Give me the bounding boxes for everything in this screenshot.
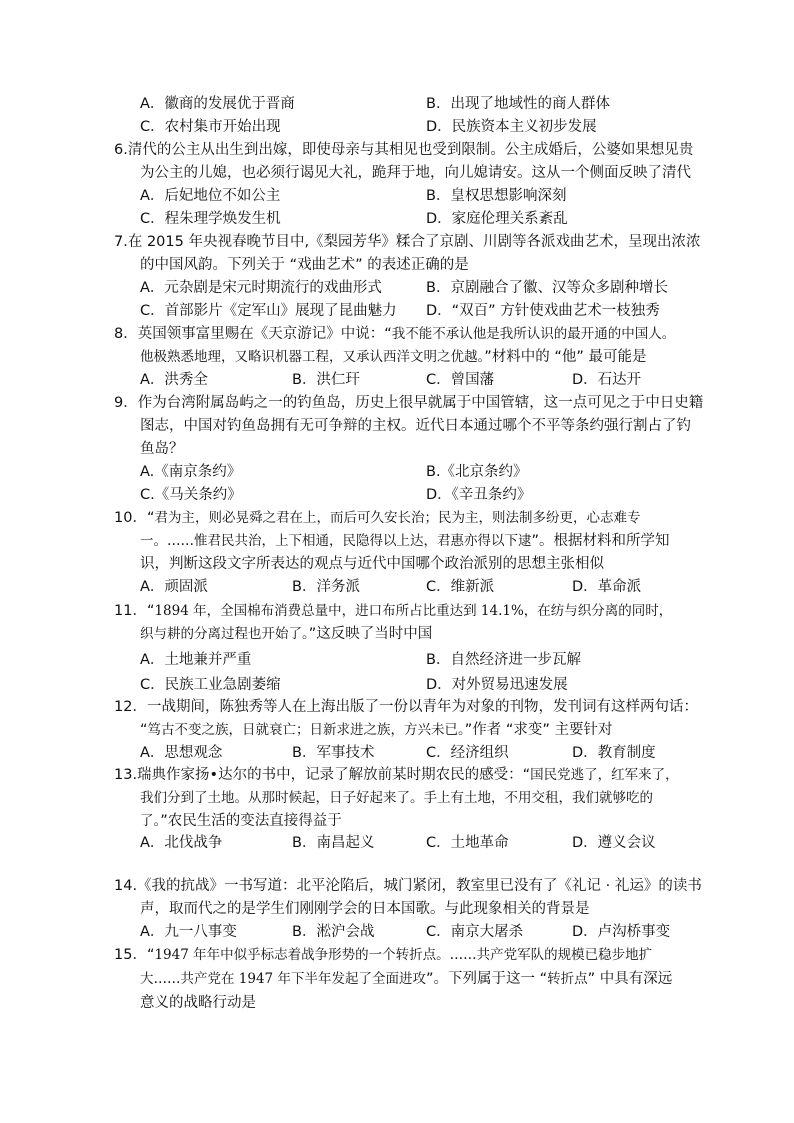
q8-option-a: A．洪秀全 — [140, 372, 208, 388]
q10-option-b: B．洋务派 — [292, 579, 360, 595]
q11-stem-suffix: ”这反映了当时中国 — [308, 626, 433, 642]
q8-stem-prefix: 8．英国领事富里赐在《天京游记》中说：“ — [114, 326, 392, 342]
q10-stem-line-2 — [140, 531, 670, 551]
q8-option-d: D．石达开 — [572, 372, 642, 388]
q11-stem-prefix: 11．“ — [114, 603, 155, 619]
q15-turning-point: 转折点 — [547, 971, 588, 987]
q13-stem-prefix: 13.瑞典作家扬•达尔的书中，记录了解放前某时期农民的感受：“ — [114, 767, 531, 783]
q6-option-a: A．后妃地位不如公主 — [140, 188, 281, 204]
q13-quote-part-3: 了。 — [140, 813, 161, 829]
q9-option-b: B.《北京条约》 — [426, 464, 528, 480]
q10-quote-part-2: 一。……惟君民共治，上下相通，民隐得以上达，君惠亦得以下逮 — [140, 533, 532, 549]
q12-option-a: A．思想观念 — [140, 745, 223, 761]
q15-quote-part-2: 大……共产党在 1947 年下半年发起了全面进攻 — [140, 971, 426, 987]
q13-option-c: C．土地革命 — [426, 835, 509, 851]
q12-option-b: B．军事技术 — [292, 745, 375, 761]
q8-quote-part-1: 我不能不承认他是我所认识的最开通的中国人。 — [391, 326, 676, 342]
q14-stem-line-1: 14.《我的抗战》一书写道：北平沦陷后，城门紧闭，教室里已没有了《礼记 · 礼运》的读书 — [114, 878, 702, 894]
q10-stem-prefix: 10．“ — [114, 510, 155, 526]
q14-option-c: C．南京大屠杀 — [426, 924, 524, 940]
q15-stem-mid: ”。下列属于这一 “ — [425, 971, 548, 987]
q6-stem-line-2: 为公主的儿媳，也必须行谒见大礼，跪拜于地，向儿媳请安。这从一个侧面反映了清代 — [140, 165, 691, 181]
q13-quote-part-1: 国民党逃了，红军来了， — [530, 767, 679, 783]
q8-stem-line-2 — [140, 347, 647, 367]
q10-quote-part-1: 君为主，则必晃舜之君在上，而后可久安长治；民为主，则法制多纷更，心志难专 — [154, 510, 641, 526]
q7-option-c: C．首部影片《定军山》展现了昆曲魅力 — [140, 303, 397, 319]
q8-option-c: C．曾国藩 — [426, 372, 495, 388]
q11-option-c: C．民族工业急剧萎缩 — [140, 677, 281, 693]
q5-option-c: C．农村集市开始出现 — [140, 119, 281, 135]
q13-option-a: A．北伐战争 — [140, 835, 223, 851]
q9-stem-line-3: 鱼岛？ — [140, 441, 184, 457]
q11-quote-part-2: 织与耕的分离过程也开始了。 — [140, 626, 309, 642]
q9-option-a: A.《南京条约》 — [140, 464, 242, 480]
q10-stem-line-1 — [114, 508, 640, 528]
q13-quote-part-2: 我们分到了土地。从那时候起，日子好起来了。手上有土地，不用交租，我们就够吃的 — [140, 790, 653, 806]
q13-stem-line-3 — [140, 811, 342, 831]
q9-stem-line-1: 9．作为台湾附属岛屿之一的钓鱼岛，历史上很早就属于中国管辖，这一点可见之于中日史籍 — [114, 395, 704, 411]
q12-stem-suffix: ”作者 “求变” 主要针对 — [464, 722, 613, 738]
q10-option-d: D．革命派 — [572, 579, 642, 595]
q5-option-d: D．民族资本主义初步发展 — [426, 119, 597, 135]
q13-option-b: B．南昌起义 — [292, 835, 375, 851]
q6-option-c: C．程朱理学焕发生机 — [140, 211, 281, 227]
q14-option-d: D．卢沟桥事变 — [572, 924, 671, 940]
q9-option-c: C.《马关条约》 — [140, 487, 242, 503]
q11-option-d: D．对外贸易迅速发展 — [426, 677, 568, 693]
q13-stem-line-2 — [140, 788, 653, 808]
q8-quote-part-2: 他极熟悉地理，又略识机器工程，又承认西洋文明之优越。 — [140, 349, 485, 365]
q12-option-d: D．教育制度 — [572, 745, 656, 761]
q7-option-a: A．元杂剧是宋元时期流行的戏曲形式 — [140, 280, 382, 296]
q9-option-d: D．《辛丑条约》 — [426, 487, 532, 503]
q7-stem-line-2: 的中国风韵。下列关于 “戏曲艺术” 的表述正确的是 — [140, 257, 469, 273]
q15-stem-prefix: 15．“ — [114, 947, 155, 963]
q15-stem-suffix: ” 中具有深远 — [587, 971, 673, 987]
q10-stem-suffix: ”。根据材料和所学知 — [531, 533, 670, 549]
q12-option-c: C．经济组织 — [426, 745, 509, 761]
q8-stem-line-1 — [114, 324, 675, 344]
q11-stem-line-2 — [140, 624, 432, 644]
q13-option-d: D．遵义会议 — [572, 835, 656, 851]
q12-quote: 笃古不变之族，日就衰亡；日新求进之族，方兴未已。 — [147, 722, 465, 738]
q14-stem-line-2: 声，取而代之的是学生们刚刚学会的日本国歌。与此现象相关的背景是 — [140, 901, 590, 917]
q10-option-a: A．顽固派 — [140, 579, 208, 595]
q5-option-a: A．徽商的发展优于晋商 — [140, 96, 295, 112]
q14-option-b: B．淞沪会战 — [292, 924, 375, 940]
q12-stem-line-1: 12．一战期间，陈独秀等人在上海出版了一份以青年为对象的刊物，发刊词有这样两句话： — [114, 699, 698, 715]
q10-stem-line-3: 识，判断这段文字所表达的观点与近代中国哪个政治派别的思想主张相似 — [140, 556, 604, 572]
q15-stem-line-3: 意义的战略行动是 — [140, 995, 256, 1011]
q6-option-d: D．家庭伦理关系紊乱 — [426, 211, 568, 227]
q8-option-b: B．洪仁玕 — [292, 372, 360, 388]
q12-quote-open: “ — [140, 722, 148, 738]
q9-stem-line-2: 图志，中国对钓鱼岛拥有无可争辩的主权。近代日本通过哪个不平等条约强行割占了钓 — [140, 418, 691, 434]
q13-stem-line-1 — [114, 765, 679, 785]
q14-option-a: A．九一八事变 — [140, 924, 237, 940]
q15-quote-part-1: 1947 年年中似乎标志着战争形势的一个转折点。……共产党军队的规模已稳步地扩 — [154, 947, 653, 963]
q12-stem-line-2 — [140, 720, 613, 740]
q7-option-d: D．“双百” 方针使戏曲艺术一枝独秀 — [426, 303, 660, 319]
q15-stem-line-1 — [114, 945, 652, 965]
q13-stem-suffix: ”农民生活的变法直接得益于 — [160, 813, 342, 829]
q6-option-b: B．皇权思想影响深刻 — [426, 188, 567, 204]
q11-stem-line-1 — [114, 601, 672, 621]
q10-option-c: C．维新派 — [426, 579, 495, 595]
q11-quote-part-1: 1894 年，全国棉布消费总量中，进口布所占比重达到 14.1%，在纺与织分离的同时， — [154, 603, 673, 619]
q7-stem-line-1: 7.在 2015 年央视春晚节目中,《梨园芳华》糅合了京剧、川剧等各派戏曲艺术，呈现出浓浓 — [114, 234, 701, 250]
q5-option-b: B．出现了地域性的商人群体 — [426, 96, 610, 112]
q6-stem-line-1: 6.清代的公主从出生到出嫁，即使母亲与其相见也受到限制。公主成婚后，公婆如果想见贵 — [114, 142, 694, 158]
q15-stem-line-2 — [140, 969, 672, 989]
q11-option-b: B．自然经济进一步瓦解 — [426, 652, 581, 668]
q11-option-a: A．土地兼并严重 — [140, 652, 252, 668]
q7-option-b: B．京剧融合了徽、汉等众多剧种增长 — [426, 280, 668, 296]
q8-stem-suffix: ”材料中的 “他” 最可能是 — [484, 349, 647, 365]
